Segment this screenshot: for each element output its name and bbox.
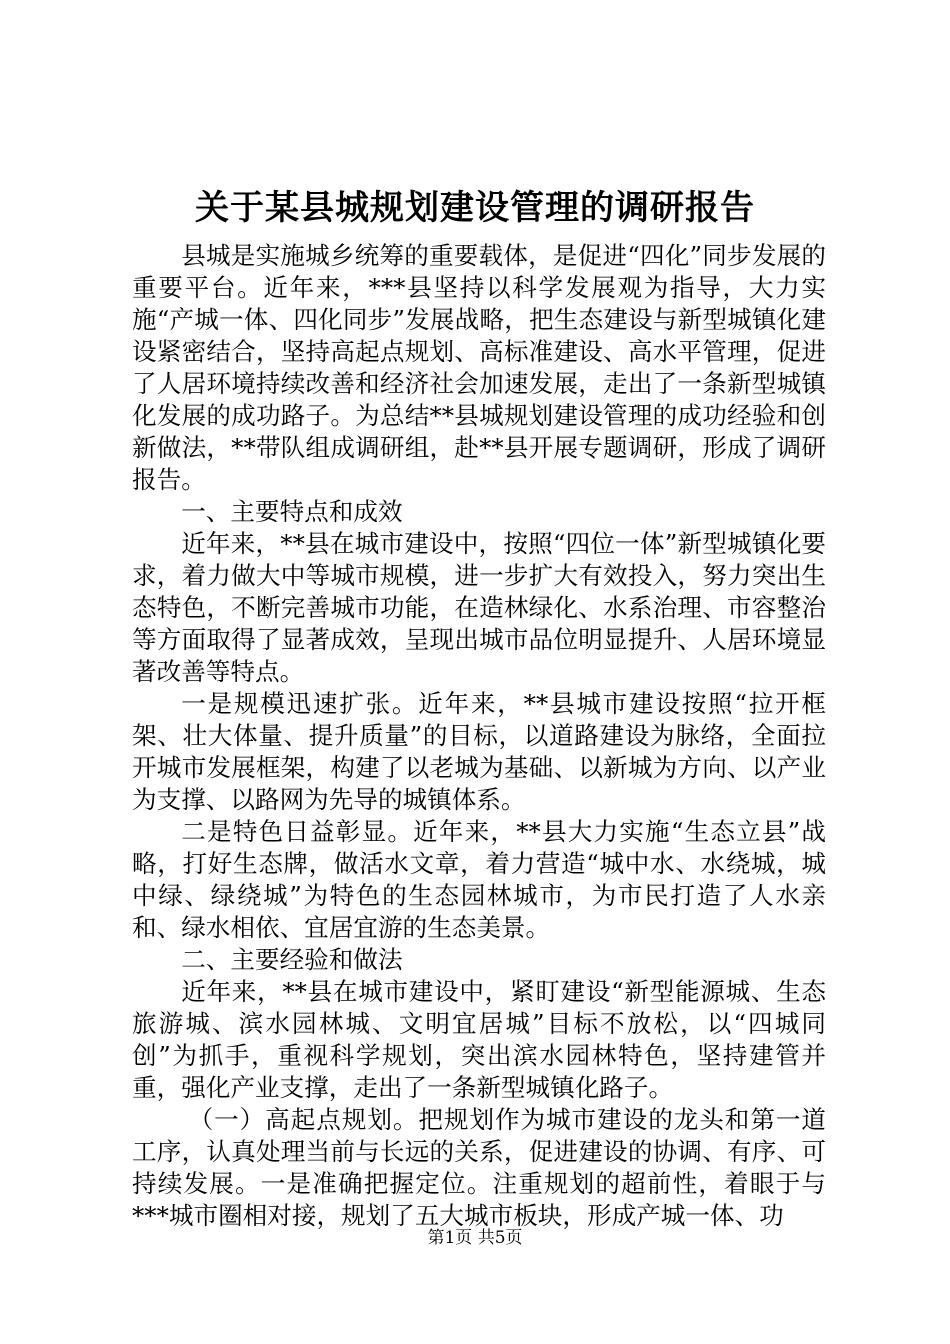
- section-heading-2: 二、主要经验和做法: [181, 945, 403, 974]
- page-footer: 第1页 共5页: [427, 1228, 523, 1248]
- paragraph-section2-overview: 近年来，**县在城市建设中，紧盯建设“新型能源城、生态旅游城、滨水园林城、文明宜居城”目标不放松，以“四城同创”为抓手，重视科学规划，突出滨水园林特色，坚持建管并重，强化产业支撑，走出了一条新型城镇化路子。: [132, 977, 826, 1102]
- paragraph-planning: （一）高起点规划。把规划作为城市建设的龙头和第一道工序，认真处理当前与长远的关系，促进建设的协调、有序、可持续发展。一是准确把握定位。注重规划的超前性，着眼于与***城市圈相对接，规划了五大城市板块，形成产城一体、功: [132, 1105, 826, 1230]
- paragraph-features: 二是特色日益彰显。近年来，**县大力实施“生态立县”战略，打好生态牌，做活水文章，着力营造“城中水、水绕城，城中绿、绿绕城”为特色的生态园林城市，为市民打造了人水亲和、绿水相依、宜居宜游的生态美景。: [132, 817, 826, 942]
- document-title: 关于某县城规划建设管理的调研报告: [195, 188, 755, 228]
- paragraph-section1-overview: 近年来，**县在城市建设中，按照“四位一体”新型城镇化要求，着力做大中等城市规模，进一步扩大有效投入，努力突出生态特色，不断完善城市功能，在造林绿化、水系治理、市容整治等方面取得了显著成效，呈现出城市品位明显提升、人居环境显著改善等特点。: [132, 529, 826, 686]
- document-body: [132, 240, 826, 1232]
- paragraph-scale-expansion: 一是规模迅速扩张。近年来，**县城市建设按照“拉开框架、壮大体量、提升质量”的目标，以道路建设为脉络，全面拉开城市发展框架，构建了以老城为基础、以新城为方向、以产业为支撑、以路网为先导的城镇体系。: [132, 689, 826, 814]
- section-heading-1: 一、主要特点和成效: [181, 497, 403, 526]
- paragraph-intro: 县城是实施城乡统筹的重要载体，是促进“四化”同步发展的重要平台。近年来，***县坚持以科学发展观为指导，大力实施“产城一体、四化同步”发展战略，把生态建设与新型城镇化建设紧密结合，坚持高起点规划、高标准建设、高水平管理，促进了人居环境持续改善和经济社会加速发展，走出了一条新型城镇化发展的成功路子。为总结**县城规划建设管理的成功经验和创新做法，**带队组成调研组，赴**县开展专题调研，形成了调研报告。: [132, 241, 826, 494]
